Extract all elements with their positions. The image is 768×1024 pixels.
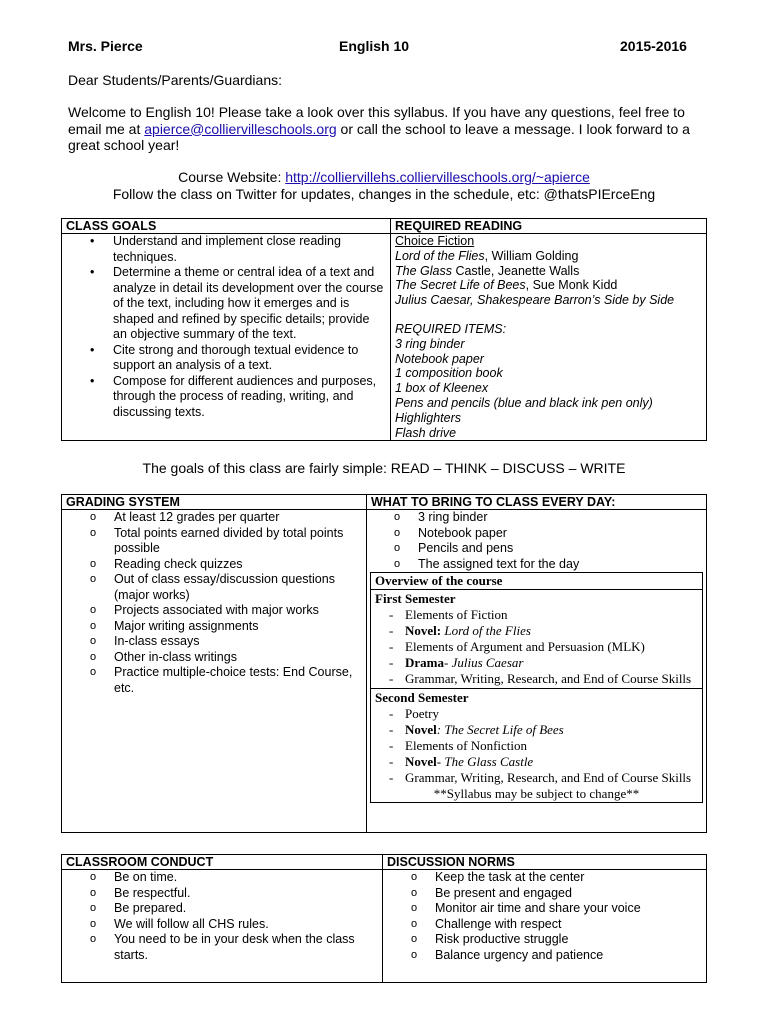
grading-item: o In-class essays [66,634,362,650]
norms-cell [383,870,707,983]
bring-item: o 3 ring binder [370,510,703,526]
conduct-item: o We will follow all CHS rules. [66,917,378,933]
semester-item: - Elements of Nonfiction [371,738,702,754]
syllabus-change-note: **Syllabus may be subject to change** [433,786,640,801]
goals-reading-table [61,218,707,441]
conduct-cell [62,870,383,983]
course-website-link[interactable]: http://collierv‌illehs.collierv‌illeschools.org/~apierce [285,169,590,185]
semester-item: - Elements of Fiction [371,607,702,623]
norm-item: o Monitor air time and share your voice [387,901,702,917]
required-item: Flash drive [395,425,457,440]
conduct-item: o Be respectful. [66,886,378,902]
reading-list [395,249,702,308]
semester-item: - Grammar, Writing, Research, and End of Course Skills [371,671,702,687]
overview-title: Overview of the course [371,573,702,590]
grading-item: o Other in-class writings [66,650,362,666]
required-reading-cell [391,234,707,441]
course-website-line [0,169,768,186]
twitter-line: Follow the class on Twitter for updates, changes in the schedule, etc: @thatsPIErceEng [112,186,656,202]
what-to-bring-header: WHAT TO BRING TO CLASS EVERY DAY: [367,495,707,510]
bring-item: o Pencils and pens [370,541,703,557]
required-item: 1 composition book [395,366,503,381]
second-semester-title: Second Semester [375,690,469,705]
grading-item: o Major writing assignments [66,619,362,635]
grading-cell [62,510,367,833]
welcome-text-after: or call the school to leave a message. I look forward to a great school year! [68,120,690,153]
semester-item: - Elements of Argument and Persuasion (MLK) [371,639,702,655]
conduct-item: o You need to be in your desk when the class starts. [66,932,378,963]
course-name: English 10 [339,38,410,54]
norm-item: o Be present and engaged [387,886,702,902]
bring-list [370,510,703,572]
class-goals-list [66,234,386,420]
required-item: 1 box of Kleenex [395,381,489,396]
salutation: Dear Students/Parents/Guardians: [68,72,283,88]
norm-item: o Keep the task at the center [387,870,702,886]
required-item: Highlighters [395,410,462,425]
norms-list [387,870,702,963]
classroom-conduct-header: CLASSROOM CONDUCT [62,855,383,870]
reading-item: Julius Caesar, Shakespeare Barron’s Side by Side [395,293,675,308]
grading-item: o Reading check quizzes [66,557,362,573]
grading-item: o Projects associated with major works [66,603,362,619]
semester-item: - Novel: Lord of the Flies [371,623,702,639]
class-goal-item: • Cite strong and thorough textual evidence to support an analysis of a text. [66,343,386,374]
course-website-label: Course Website: [178,169,286,185]
bring-item: o Notebook paper [370,526,703,542]
reading-item: Lord of the Flies, William Golding [395,248,579,263]
semester-item: - Drama- Julius Caesar [371,655,702,671]
first-semester-block [371,590,702,689]
conduct-item: o Be on time. [66,870,378,886]
choice-fiction-label: Choice Fiction [395,234,475,248]
bring-item: o The assigned text for the day [370,557,703,573]
grading-item: o Total points earned divided by total points possible [66,526,362,557]
welcome-text-before: Welcome to English 10! Please take a look over this syllabus. If you have any questions, feel free to email me at [68,104,685,137]
class-goal-item: • Compose for different audiences and purposes, through the process of reading, writing, and discussing texts. [66,374,386,421]
conduct-table [61,854,707,983]
required-item: 3 ring binder [395,336,465,351]
first-semester-list [371,607,702,687]
grading-system-header: GRADING SYSTEM [62,495,367,510]
required-item: Pens and pencils (blue and black ink pen only) [395,395,653,410]
grading-item: o At least 12 grades per quarter [66,510,362,526]
grading-list [66,510,362,696]
semester-item: - Novel- The Glass Castle [371,754,702,770]
second-semester-list [371,706,702,786]
grading-item: o Out of class essay/discussion questions (major works) [66,572,362,603]
conduct-list [66,870,378,963]
email-link[interactable]: apierce@colliervilleschools.org [144,120,337,137]
bring-cell [367,510,707,833]
second-semester-block [371,689,702,802]
semester-item: - Grammar, Writing, Research, and End of Course Skills [371,770,702,786]
school-year: 2015-2016 [620,38,687,54]
semester-item: - Poetry [371,706,702,722]
conduct-item: o Be prepared. [66,901,378,917]
class-goals-header: CLASS GOALS [62,219,391,234]
discussion-norms-header: DISCUSSION NORMS [383,855,707,870]
course-overview [370,572,703,803]
first-semester-title: First Semester [375,591,456,606]
class-goal-item: • Understand and implement close reading techniques. [66,234,386,265]
teacher-name: Mrs. Pierce [68,38,143,54]
required-reading-header: REQUIRED READING [391,219,707,234]
grading-table [61,494,707,833]
reading-item: The Secret Life of Bees, Sue Monk Kidd [395,278,618,293]
class-goal-item: • Determine a theme or central idea of a text and analyze in detail its development over the course of the text, including how it emerges and is shaped and refined by specific details; provide an objective summary of the text. [66,265,386,343]
norm-item: o Risk productive struggle [387,932,702,948]
class-goals-cell [62,234,391,441]
grading-item: o Practice multiple-choice tests: End Course, etc. [66,665,362,696]
norm-item: o Challenge with respect [387,917,702,933]
required-items-list [395,337,702,441]
required-items-label: REQUIRED ITEMS: [395,321,507,336]
goals-line: The goals of this class are fairly simple: READ – THINK – DISCUSS – WRITE [142,460,626,476]
reading-item: The Glass Castle, Jeanette Walls [395,263,580,278]
norm-item: o Balance urgency and patience [387,948,702,964]
welcome-paragraph [68,104,708,154]
semester-item: - Novel: The Secret Life of Bees [371,722,702,738]
required-item: Notebook paper [395,351,484,366]
